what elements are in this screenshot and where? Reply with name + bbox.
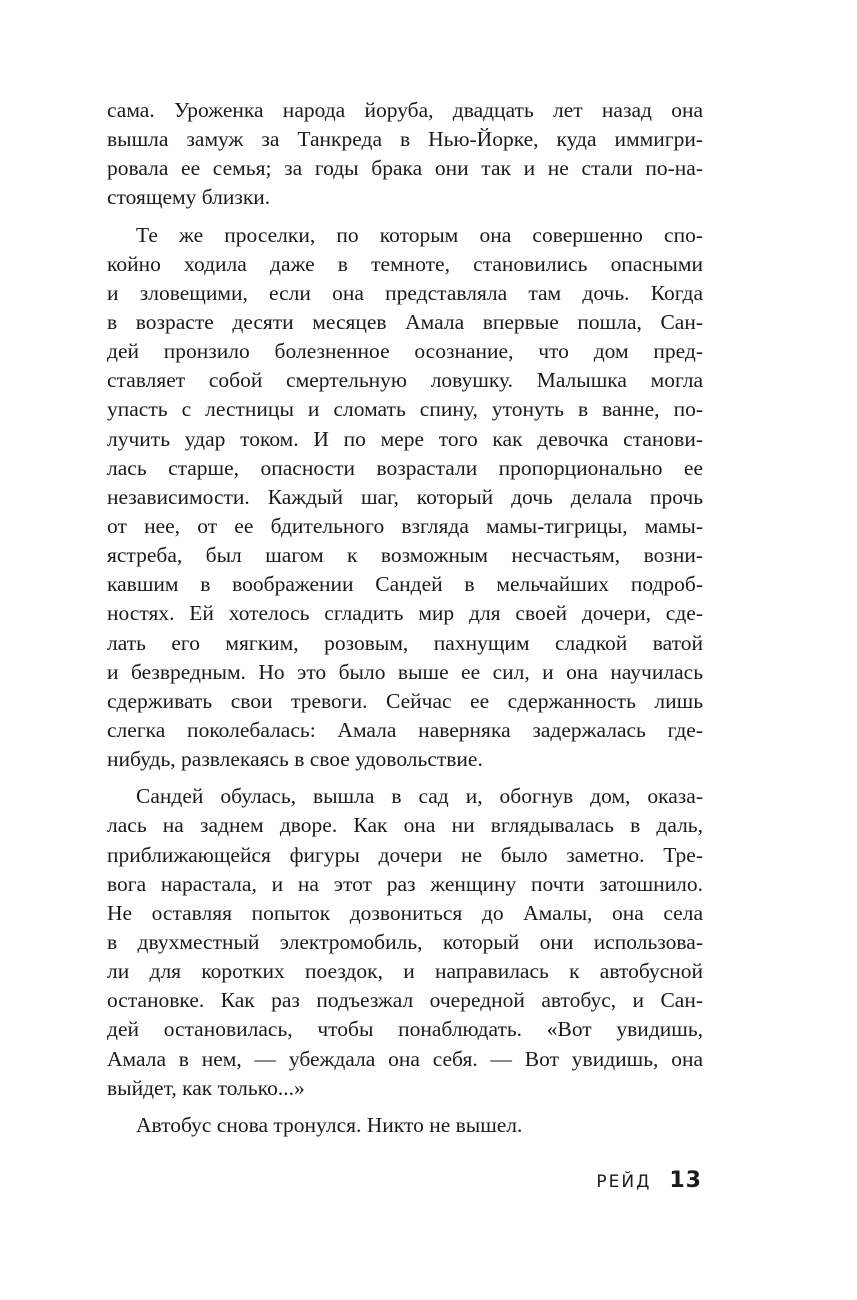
text-line: дей пронзило болезненное осознание, что дом пред- bbox=[107, 339, 703, 364]
text-line: ностях. Ей хотелось сгладить мир для своей дочери, сде- bbox=[107, 601, 703, 626]
text-line: дей остановилась, чтобы понаблюдать. «Вот увидишь, bbox=[107, 1017, 703, 1042]
text-line: Не оставляя попыток дозвониться до Амалы, она села bbox=[107, 900, 703, 925]
text-line: нибудь, развлекаясь в свое удовольствие. bbox=[107, 747, 483, 772]
text-line: Автобус снова тронулся. Никто не вышел. bbox=[136, 1112, 523, 1137]
text-line: ястреба, был шагом к возможным несчастьям, возни- bbox=[107, 543, 703, 568]
text-line: ли для коротких поездок, и направилась к автобусной bbox=[107, 959, 703, 984]
paragraph-gap bbox=[107, 1103, 703, 1111]
text-line: ставляет собой смертельную ловушку. Малышка могла bbox=[107, 368, 703, 393]
running-head: РЕЙД bbox=[596, 1172, 652, 1192]
text-line: и зловещими, если она представляла там дочь. Когда bbox=[107, 280, 703, 305]
text-line: Сандей обулась, вышла в сад и, обогнув дом, оказа- bbox=[136, 784, 703, 809]
text-line: стоящему близки. bbox=[107, 185, 271, 210]
paragraph-gap bbox=[107, 213, 703, 221]
paragraph bbox=[107, 221, 703, 775]
text-line: выйдет, как только...» bbox=[107, 1075, 305, 1100]
text-line: и безвредным. Но это было выше ее сил, и она научилась bbox=[107, 659, 703, 684]
text-line: сдерживать свои тревоги. Сейчас ее сдержанность лишь bbox=[107, 688, 703, 713]
text-line: лась на заднем дворе. Как она ни вглядывалась в даль, bbox=[107, 813, 703, 838]
text-line: лать его мягким, розовым, пахнущим сладкой ватой bbox=[107, 630, 703, 655]
text-line: кавшим в воображении Сандей в мельчайших подроб- bbox=[107, 572, 703, 597]
paragraph bbox=[107, 1111, 703, 1140]
text-line: от нее, от ее бдительного взгляда мамы-тигрицы, мамы- bbox=[107, 513, 703, 538]
text-line: вога нарастала, и на этот раз женщину почти затошнило. bbox=[107, 871, 703, 896]
paragraph bbox=[107, 96, 703, 213]
text-line: сама. Уроженка народа йоруба, двадцать лет назад она bbox=[107, 98, 703, 122]
text-line: в возрасте десяти месяцев Амала впервые пошла, Сан- bbox=[107, 309, 703, 334]
text-line: в двухместный электромобиль, который они использова- bbox=[107, 929, 703, 954]
text-line: приближающейся фигуры дочери не было заметно. Тре- bbox=[107, 842, 703, 867]
text-line: вышла замуж за Танкреда в Нью-Йорке, куда иммигри- bbox=[107, 127, 703, 152]
page-footer bbox=[596, 1168, 702, 1193]
paragraph-gap bbox=[107, 774, 703, 782]
text-line: лучить удар током. И по мере того как девочка станови- bbox=[107, 426, 703, 451]
text-line: Те же проселки, по которым она совершенно спо- bbox=[136, 222, 703, 247]
text-line: койно ходила даже в темноте, становились опасными bbox=[107, 251, 703, 276]
text-line: слегка поколебалась: Амала наверняка задержалась где- bbox=[107, 717, 703, 742]
text-line: упасть с лестницы и сломать спину, утонуть в ванне, по- bbox=[107, 397, 703, 422]
text-line: остановке. Как раз подъезжал очередной автобус, и Сан- bbox=[107, 988, 703, 1013]
text-line: ровала ее семья; за годы брака они так и не стали по-на- bbox=[107, 156, 703, 181]
text-line: Амала в нем, — убеждала она себя. — Вот увидишь, она bbox=[107, 1046, 703, 1071]
paragraph bbox=[107, 782, 703, 1103]
text-line: лась старше, опасности возрастали пропорционально ее bbox=[107, 455, 703, 480]
page-number: 13 bbox=[669, 1168, 702, 1193]
text-line: независимости. Каждый шаг, который дочь делала прочь bbox=[107, 484, 703, 509]
body-text bbox=[107, 96, 703, 1140]
